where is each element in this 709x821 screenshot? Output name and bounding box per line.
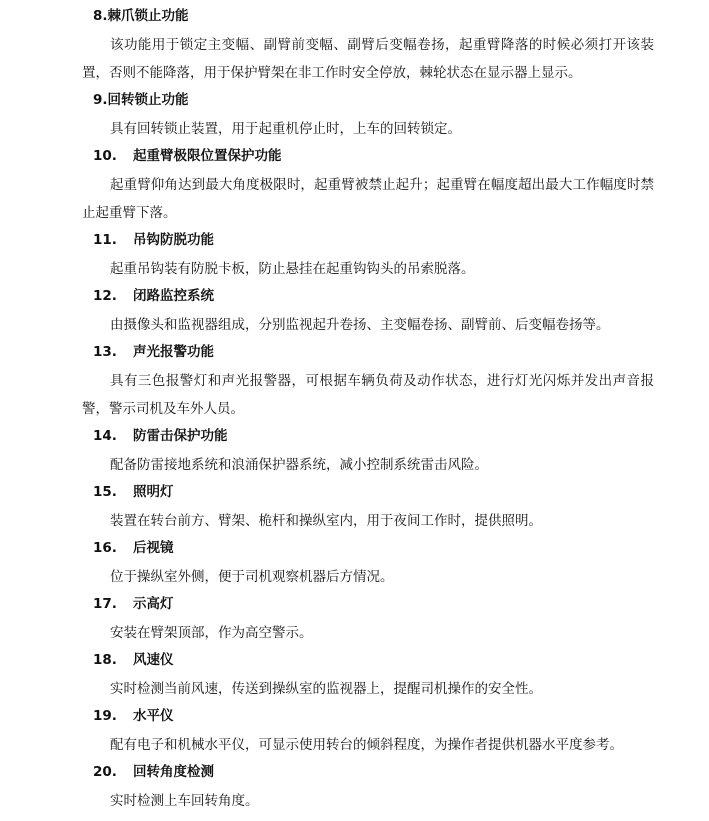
section-text: 配备防雷接地系统和浪涌保护器系统，减小控制系统雷击风险。	[110, 457, 488, 473]
section-title: 后视镜	[133, 540, 174, 556]
section-heading	[93, 424, 228, 448]
section-title: 闭路监控系统	[133, 288, 214, 304]
section-title: 风速仪	[133, 652, 174, 668]
section-number: 17.	[93, 596, 117, 612]
section-number: 14.	[93, 428, 117, 444]
section-heading	[93, 88, 189, 112]
section-heading	[93, 340, 214, 364]
section-heading	[93, 648, 174, 672]
section-heading	[93, 228, 214, 252]
section-text: 起重臂仰角达到最大角度极限时，起重臂被禁止起升；起重臂在幅度超出最大工作幅度时禁止起重臂下落。	[82, 177, 654, 221]
section-heading	[93, 144, 282, 168]
section-title: 棘爪锁止功能	[107, 8, 189, 24]
section-text: 位于操纵室外侧，便于司机观察机器后方情况。	[110, 569, 394, 585]
section-title: 声光报警功能	[133, 344, 214, 360]
section-number: 19.	[93, 708, 117, 724]
section-number: 15.	[93, 484, 117, 500]
section-title: 回转角度检测	[133, 764, 214, 780]
section-title: 水平仪	[133, 708, 174, 724]
section-heading	[93, 536, 174, 560]
section-title: 示高灯	[133, 596, 174, 612]
section-text: 具有三色报警灯和声光报警器，可根据车辆负荷及动作状态，进行灯光闪烁并发出声音报警，警示司机及车外人员。	[82, 373, 654, 417]
section-text: 配有电子和机械水平仪，可显示使用转台的倾斜程度，为操作者提供机器水平度参考。	[110, 737, 623, 753]
section-number: 16.	[93, 540, 117, 556]
section-heading	[93, 592, 174, 616]
section-number: 9.	[93, 92, 108, 108]
section-text: 起重吊钩装有防脱卡板，防止悬挂在起重钩钩头的吊索脱落。	[110, 261, 475, 277]
section-heading	[93, 4, 189, 28]
section-text: 安装在臂架顶部，作为高空警示。	[110, 625, 313, 641]
section-title: 吊钩防脱功能	[133, 232, 214, 248]
section-number: 10.	[93, 148, 117, 164]
section-number: 13.	[93, 344, 117, 360]
section-text: 该功能用于锁定主变幅、副臂前变幅、副臂后变幅卷扬，起重臂降落的时候必须打开该装置，否则不能降落，用于保护臂架在非工作时安全停放，棘轮状态在显示器上显示。	[82, 37, 654, 81]
section-number: 8.	[93, 8, 108, 24]
section-title: 照明灯	[133, 484, 174, 500]
section-title: 起重臂极限位置保护功能	[133, 148, 282, 164]
section-number: 20.	[93, 764, 117, 780]
section-text: 装置在转台前方、臂架、桅杆和操纵室内，用于夜间工作时，提供照明。	[110, 513, 542, 529]
section-heading	[93, 760, 214, 784]
section-text: 由摄像头和监视器组成，分别监视起升卷扬、主变幅卷扬、副臂前、后变幅卷扬等。	[110, 317, 610, 333]
section-number: 18.	[93, 652, 117, 668]
section-title: 回转锁止功能	[107, 92, 189, 108]
section-heading	[93, 704, 174, 728]
section-heading	[93, 480, 174, 504]
section-text: 具有回转锁止装置，用于起重机停止时，上车的回转锁定。	[110, 121, 461, 137]
section-number: 12.	[93, 288, 117, 304]
section-number: 11.	[93, 232, 117, 248]
section-text: 实时检测上车回转角度。	[110, 793, 259, 809]
section-text: 实时检测当前风速，传送到操纵室的监视器上，提醒司机操作的安全性。	[110, 681, 542, 697]
section-title: 防雷击保护功能	[133, 428, 228, 444]
section-heading	[93, 284, 214, 308]
